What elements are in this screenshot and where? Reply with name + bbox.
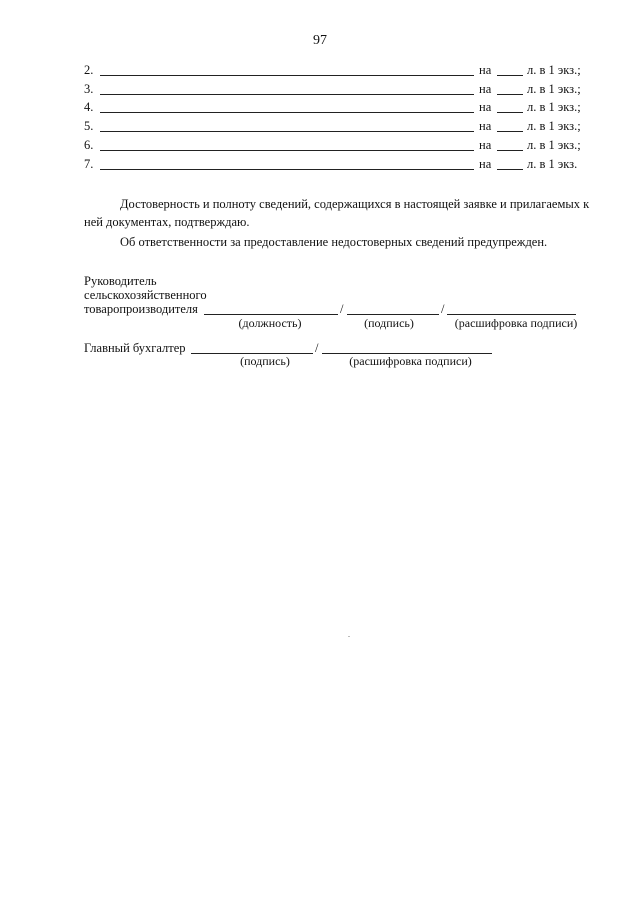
attachment-title-field[interactable] bbox=[100, 75, 474, 76]
attachment-number: 5. bbox=[84, 119, 94, 133]
position-caption: (должность) bbox=[238, 316, 302, 330]
attachment-title-field[interactable] bbox=[100, 131, 474, 132]
head-label-line2: сельскохозяйственного bbox=[84, 288, 207, 302]
copies-label: л. в 1 экз.; bbox=[527, 82, 581, 96]
sheet-count-field[interactable] bbox=[497, 131, 523, 132]
copies-label: л. в 1 экз.; bbox=[527, 100, 581, 114]
on-label: на bbox=[479, 63, 492, 77]
attachment-title-field[interactable] bbox=[100, 112, 474, 113]
confirmation-statement: Достоверность и полноту сведений, содержащихся в настоящей заявке и прилагаемых к ней документах, подтверждаю. bbox=[84, 197, 590, 229]
sheet-count-field[interactable] bbox=[497, 169, 523, 170]
attachment-number: 4. bbox=[84, 100, 94, 114]
sheet-count-field[interactable] bbox=[497, 94, 523, 95]
attachment-number: 7. bbox=[84, 157, 94, 171]
separator-slash: / bbox=[315, 341, 319, 355]
copies-label: л. в 1 экз. bbox=[527, 157, 578, 171]
on-label: на bbox=[479, 119, 492, 133]
on-label: на bbox=[479, 157, 492, 171]
attachment-number: 2. bbox=[84, 63, 94, 77]
decoding-caption: (расшифровка подписи) bbox=[349, 354, 472, 368]
sheet-count-field[interactable] bbox=[497, 75, 523, 76]
on-label: на bbox=[479, 100, 492, 114]
sheet-count-field[interactable] bbox=[497, 112, 523, 113]
head-label-line3: товаропроизводителя bbox=[84, 302, 198, 316]
attachment-number: 3. bbox=[84, 82, 94, 96]
signature-caption: (подпись) bbox=[240, 354, 290, 368]
separator-slash: / bbox=[441, 302, 445, 316]
attachment-title-field[interactable] bbox=[100, 169, 474, 170]
on-label: на bbox=[479, 82, 492, 96]
page-number: 97 bbox=[313, 33, 327, 48]
head-decoding-field[interactable] bbox=[447, 314, 576, 315]
copies-label: л. в 1 экз.; bbox=[527, 63, 581, 77]
decoding-caption: (расшифровка подписи) bbox=[454, 316, 578, 330]
head-label-line1: Руководитель bbox=[84, 274, 157, 288]
head-signature-field[interactable] bbox=[347, 314, 439, 315]
sheet-count-field[interactable] bbox=[497, 150, 523, 151]
attachment-number: 6. bbox=[84, 138, 94, 152]
separator-slash: / bbox=[340, 302, 344, 316]
copies-label: л. в 1 экз.; bbox=[527, 138, 581, 152]
scan-speck bbox=[348, 636, 350, 637]
liability-statement: Об ответственности за предоставление недостоверных сведений предупрежден. bbox=[120, 235, 548, 249]
attachment-title-field[interactable] bbox=[100, 150, 474, 151]
attachment-title-field[interactable] bbox=[100, 94, 474, 95]
head-position-field[interactable] bbox=[204, 314, 338, 315]
on-label: на bbox=[479, 138, 492, 152]
signature-caption: (подпись) bbox=[364, 316, 414, 330]
accountant-label: Главный бухгалтер bbox=[84, 341, 186, 355]
copies-label: л. в 1 экз.; bbox=[527, 119, 581, 133]
